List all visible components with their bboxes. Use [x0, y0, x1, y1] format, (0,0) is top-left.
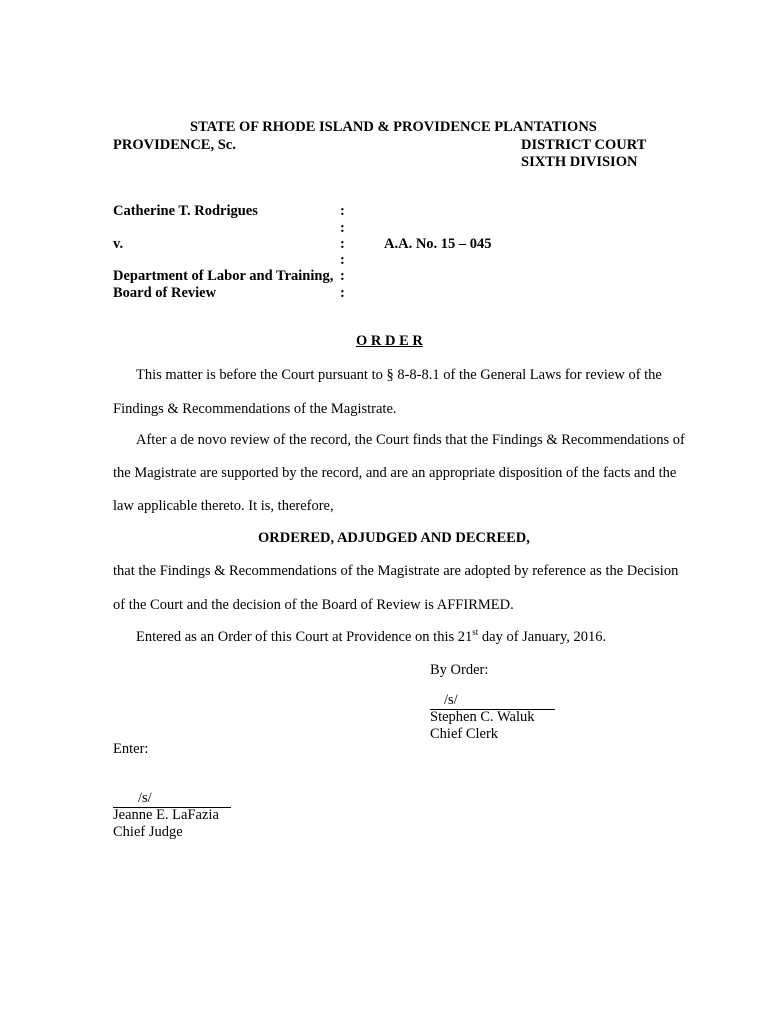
judge-title: Chief Judge	[113, 824, 183, 840]
paragraph-2-line-1: After a de novo review of the record, the Court finds that the Findings & Recommendations of	[136, 432, 685, 448]
defendant-line-1: Department of Labor and Training,	[113, 268, 334, 284]
caption-separator: :	[340, 236, 345, 252]
paragraph-1-line-2: Findings & Recommendations of the Magistrate.	[113, 401, 397, 417]
court-name: DISTRICT COURT	[521, 137, 647, 153]
case-number: A.A. No. 15 – 045	[384, 236, 492, 252]
county-label: PROVIDENCE, Sc.	[113, 137, 236, 153]
versus-label: v.	[113, 236, 124, 252]
decree-heading: ORDERED, ADJUDGED AND DECREED,	[258, 530, 530, 546]
clerk-title: Chief Clerk	[430, 726, 499, 742]
clerk-name: Stephen C. Waluk	[430, 709, 535, 725]
enter-label: Enter:	[113, 741, 149, 757]
entered-text: Entered as an Order of this Court at Providence on this 21	[136, 629, 473, 645]
by-order-label: By Order:	[430, 662, 489, 678]
paragraph-2-line-2: the Magistrate are supported by the record, and are an appropriate disposition of the facts and the	[113, 465, 677, 481]
paragraph-3-line-2: of the Court and the decision of the Board of Review is AFFIRMED.	[113, 597, 514, 613]
judge-signature-text: /s/	[113, 790, 231, 808]
clerk-signature-text: /s/	[430, 692, 555, 710]
judge-name: Jeanne E. LaFazia	[113, 807, 219, 823]
caption-separator: :	[340, 252, 345, 268]
paragraph-1-line-1: This matter is before the Court pursuant to § 8-8-8.1 of the General Laws for review of the	[136, 367, 662, 383]
entered-statement	[136, 629, 606, 646]
defendant-line-2: Board of Review	[113, 285, 217, 301]
entered-date-text: day of January, 2016.	[478, 629, 607, 645]
order-heading: O R D E R	[356, 333, 423, 349]
court-division: SIXTH DIVISION	[521, 154, 638, 170]
paragraph-2-line-3: law applicable thereto. It is, therefore,	[113, 498, 334, 514]
state-heading: STATE OF RHODE ISLAND & PROVIDENCE PLANTATIONS	[190, 119, 597, 135]
clerk-signature	[430, 692, 555, 710]
paragraph-3-line-1: that the Findings & Recommendations of the Magistrate are adopted by reference as the Decision	[113, 563, 679, 579]
ordinal-suffix: st	[472, 627, 479, 638]
plaintiff-name: Catherine T. Rodrigues	[113, 203, 258, 219]
caption-separator: :	[340, 220, 345, 236]
caption-separator: :	[340, 285, 345, 301]
judge-signature	[113, 790, 231, 808]
caption-separator: :	[340, 268, 345, 284]
caption-separator: :	[340, 203, 345, 219]
